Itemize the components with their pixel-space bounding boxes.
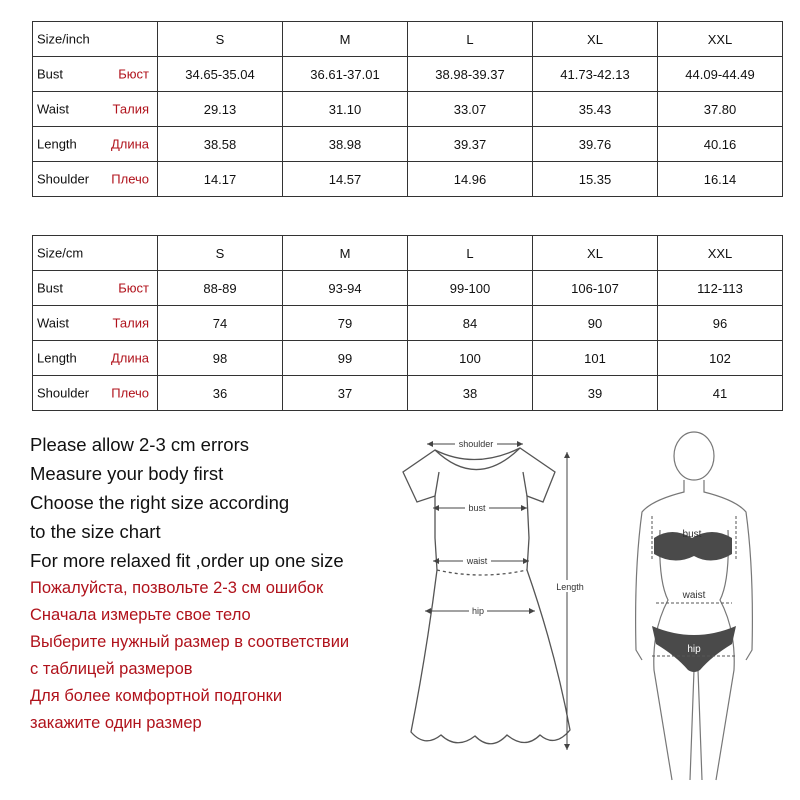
table-row (33, 341, 783, 376)
size-s-header: S (158, 22, 283, 57)
table-header-row (33, 22, 783, 57)
table-cell: 84 (408, 306, 533, 341)
table-cell: 44.09-44.49 (658, 57, 783, 92)
size-l-header: L (408, 22, 533, 57)
table-cell: 98 (158, 341, 283, 376)
cm-size-table (32, 235, 783, 411)
dress-outline (403, 448, 570, 744)
size-s-header: S (158, 236, 283, 271)
table-cell: 99-100 (408, 271, 533, 306)
table-cell: 106-107 (533, 271, 658, 306)
table-cell: 14.96 (408, 162, 533, 197)
note-en: For more relaxed fit ,order up one size (30, 550, 344, 571)
row-label: Shoulder Плечо (33, 162, 158, 197)
row-label: Length Длина (33, 341, 158, 376)
size-m-header: M (283, 22, 408, 57)
row-label: Waist Талия (33, 306, 158, 341)
size-xxl-header: XXL (658, 236, 783, 271)
table-cell: 112-113 (658, 271, 783, 306)
size-m-header: M (283, 236, 408, 271)
hip-label: hip (471, 606, 485, 616)
table-cell: 41 (658, 376, 783, 411)
row-label: Waist Талия (33, 92, 158, 127)
table-header-row (33, 236, 783, 271)
row-label: Length Длина (33, 127, 158, 162)
table-cell: 39.37 (408, 127, 533, 162)
table-cell: 16.14 (658, 162, 783, 197)
table-cell: 93-94 (283, 271, 408, 306)
table-cell: 34.65-35.04 (158, 57, 283, 92)
note-en: Measure your body first (30, 463, 224, 484)
note-ru: с таблицей размеров (30, 660, 193, 678)
table-cell: 38.58 (158, 127, 283, 162)
table-row (33, 92, 783, 127)
note-en: Choose the right size according (30, 492, 290, 513)
waist-seam (437, 570, 527, 575)
head-outline (674, 432, 714, 480)
table-row (33, 57, 783, 92)
table-cell: 74 (158, 306, 283, 341)
table-row (33, 162, 783, 197)
shoulder-label: shoulder (458, 439, 494, 449)
table-cell: 101 (533, 341, 658, 376)
note-ru: Сначала измерьте свое тело (30, 606, 251, 624)
inch-size-table (32, 21, 783, 197)
note-ru: Для более комфортной подгонки (30, 687, 283, 705)
table-cell: 33.07 (408, 92, 533, 127)
table-cell: 90 (533, 306, 658, 341)
dress-diagram (395, 430, 595, 760)
table-cell: 36 (158, 376, 283, 411)
table-cell: 15.35 (533, 162, 658, 197)
table-row (33, 306, 783, 341)
table-header-cell: Size/cm (33, 236, 158, 271)
body-waist-label: waist (682, 590, 706, 601)
table-cell: 88-89 (158, 271, 283, 306)
row-label: Shoulder Плечо (33, 376, 158, 411)
table-cell: 41.73-42.13 (533, 57, 658, 92)
note-en: to the size chart (30, 521, 161, 542)
table-cell: 40.16 (658, 127, 783, 162)
table-cell: 35.43 (533, 92, 658, 127)
row-label: Bust Бюст (33, 57, 158, 92)
waist-label: waist (466, 556, 488, 566)
table-cell: 31.10 (283, 92, 408, 127)
bust-label: bust (468, 503, 486, 513)
table-cell: 39 (533, 376, 658, 411)
neckline (435, 448, 520, 470)
table-cell: 102 (658, 341, 783, 376)
size-l-header: L (408, 236, 533, 271)
table-cell: 79 (283, 306, 408, 341)
table-cell: 99 (283, 341, 408, 376)
table-cell: 38.98 (283, 127, 408, 162)
table-cell: 96 (658, 306, 783, 341)
table-cell: 29.13 (158, 92, 283, 127)
row-label: Bust Бюст (33, 271, 158, 306)
note-ru: Пожалуйста, позвольте 2-3 см ошибок (30, 579, 324, 597)
table-cell: 37 (283, 376, 408, 411)
table-cell: 36.61-37.01 (283, 57, 408, 92)
table-row (33, 271, 783, 306)
table-row (33, 376, 783, 411)
table-cell: 14.57 (283, 162, 408, 197)
size-xxl-header: XXL (658, 22, 783, 57)
length-label: Length (556, 582, 584, 592)
body-diagram (612, 430, 772, 790)
table-cell: 37.80 (658, 92, 783, 127)
note-en: Please allow 2-3 cm errors (30, 434, 249, 455)
measurement-notes (30, 430, 400, 737)
body-bust-label: bust (682, 529, 702, 540)
table-cell: 14.17 (158, 162, 283, 197)
table-row (33, 127, 783, 162)
size-xl-header: XL (533, 236, 658, 271)
table-cell: 39.76 (533, 127, 658, 162)
table-cell: 38.98-39.37 (408, 57, 533, 92)
table-cell: 100 (408, 341, 533, 376)
note-ru: закажите один размер (30, 714, 202, 732)
table-header-cell: Size/inch (33, 22, 158, 57)
size-xl-header: XL (533, 22, 658, 57)
table-cell: 38 (408, 376, 533, 411)
note-ru: Выберите нужный размер в соответствии (30, 633, 350, 651)
body-hip-label: hip (687, 644, 701, 655)
